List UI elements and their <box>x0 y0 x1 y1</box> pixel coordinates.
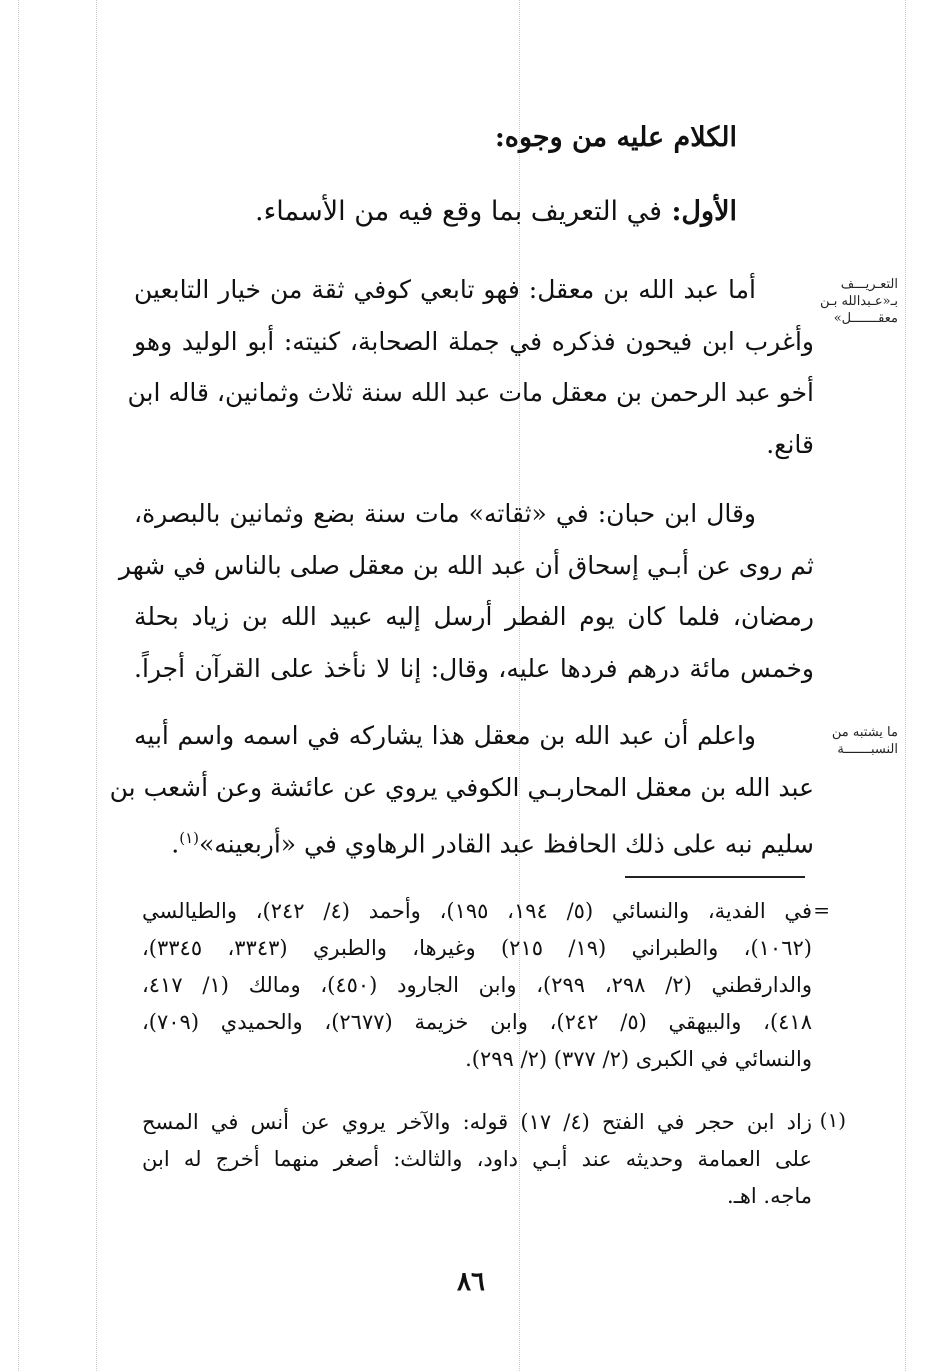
section-heading-aspects <box>495 122 737 153</box>
text-line-end: . <box>171 829 180 859</box>
paragraph-abdullah-ibn-maqil <box>127 264 814 470</box>
scan-artifact-line <box>905 0 906 1371</box>
text-line <box>134 813 814 870</box>
footnote-line: ٤١٨)، والبيهقي (٥/ ٢٤٢)، وابن خزيمة (٢٦٧٧)، والحميدي (٧٠٩)، <box>142 1010 812 1034</box>
text-line: وخمس مائة درهم فردها عليه، وقال: إنا لا نأخذ على القرآن أجراً. <box>134 653 814 683</box>
footnote-1-marker: (١) <box>819 1108 846 1132</box>
margin-note-line: التعـريـــف <box>840 277 898 292</box>
section-heading-first <box>255 196 737 227</box>
margin-note-line: النسبـــــــة <box>837 742 898 757</box>
heading-rest: في التعريف بما وقع فيه من الأسماء. <box>255 196 663 227</box>
text-line: واعلم أن عبد الله بن معقل هذا يشاركه في اسمه واسم أبيه <box>134 721 756 750</box>
footnote-line: ماجه. اهـ. <box>727 1184 812 1208</box>
margin-note-line: ما يشتبه من <box>831 725 898 740</box>
footnote-separator <box>625 876 805 878</box>
text-line: وقال ابن حبان: في «ثقاته» مات سنة بضع وثمانين بالبصرة، <box>134 499 756 528</box>
heading-text: الكلام عليه من وجوه: <box>494 122 737 153</box>
margin-note-line: معقـــــــل» <box>833 311 898 326</box>
footnote-line: في الفدية، والنسائي (٥/ ١٩٤، ١٩٥)، وأحمد (٤/ ٢٤٢)، والطيالسي <box>142 899 812 923</box>
footnote-reference[interactable]: (١) <box>179 829 199 847</box>
text-line: أما عبد الله بن معقل: فهو تابعي كوفي ثقة من خيار التابعين <box>134 275 756 304</box>
text-line: رمضان، فلما كان يوم الفطر أرسل إليه عبيد الله بن زياد بحلة <box>134 602 814 631</box>
text-line: وأغرب ابن فيحون فذكره في جملة الصحابة، كنيته: أبو الوليد وهو <box>134 326 814 356</box>
margin-note-line: بـ«عـبدالله بـن <box>820 294 898 309</box>
heading-lead: الأول: <box>671 196 737 227</box>
footnote-line: على العمامة وحديثه عند أبـي داود، والثالث: أصغر منهما أخرج له ابن <box>142 1147 812 1171</box>
text-line: قانع. <box>766 429 814 459</box>
margin-note-definition <box>808 276 898 327</box>
footnote-continued <box>142 893 812 1078</box>
text-line: ثم روى عن أبـي إسحاق أن عبد الله بن معقل صلى بالناس في شهر <box>118 550 814 580</box>
text-line: أخو عبد الرحمن بن معقل مات عبد الله سنة ثلاث وثمانين، قاله ابن <box>127 378 814 407</box>
text-line: عبد الله بن معقل المحاربـي الكوفي يروي عن عائشة وعن أشعب بن <box>109 772 814 802</box>
scan-artifact-line <box>18 0 19 1371</box>
text-line-content: سليم نبه على ذلك الحافظ عبد القادر الرهاوي في «أربعينه» <box>198 829 814 859</box>
margin-note-similar-lineage <box>808 724 898 758</box>
footnote-line: والدارقطني (٢/ ٢٩٨، ٢٩٩)، وابن الجارود (٤٥٠)، ومالك (١/ ٤١٧، <box>142 973 812 997</box>
footnote-1 <box>142 1104 812 1215</box>
footnote-continued-marker: = <box>813 898 830 922</box>
footnote-line: (١٠٦٢)، والطبراني (١٩/ ٢١٥) وغيرها، والطبري (٣٣٤٣، ٣٣٤٥)، <box>142 936 812 960</box>
scan-artifact-line <box>96 0 97 1371</box>
paragraph-name-sharing <box>109 710 814 870</box>
footnote-line: زاد ابن حجر في الفتح (٤/ ١٧) قوله: والآخر يروي عن أنس في المسح <box>142 1110 812 1134</box>
paragraph-ibn-hibban <box>118 488 814 694</box>
page-number: ٨٦ <box>457 1267 485 1297</box>
footnote-line: والنسائي في الكبرى (٢/ ٣٧٧) (٢/ ٢٩٩). <box>465 1047 812 1071</box>
